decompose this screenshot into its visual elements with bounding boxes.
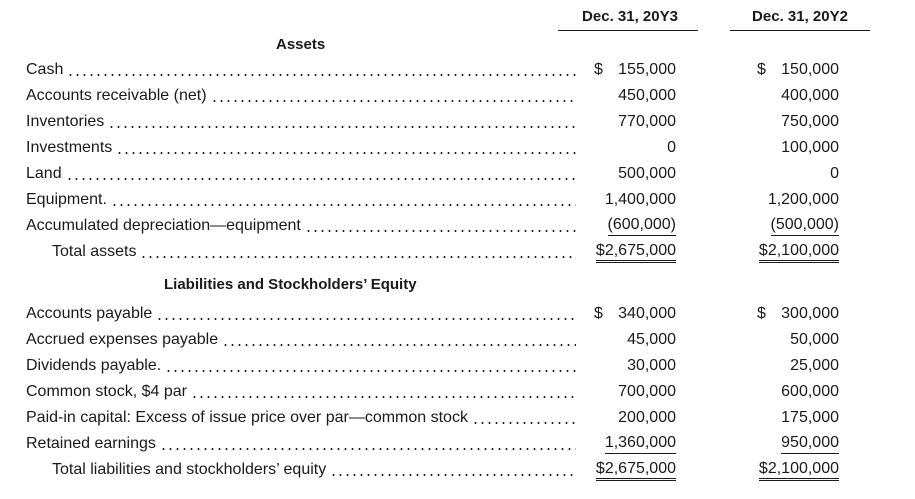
dot-leader — [160, 448, 576, 450]
row-label — [26, 302, 576, 326]
value-y3 — [566, 380, 676, 404]
column-header-rule — [558, 30, 698, 31]
value-number: 150,000 — [781, 61, 839, 78]
value-number: (600,000) — [608, 216, 677, 236]
column-header-20Y2: Dec. 31, 20Y2 — [752, 8, 848, 25]
value-y2 — [729, 136, 839, 160]
dot-leader — [472, 422, 576, 424]
value-y2 — [729, 302, 839, 326]
value-y2 — [729, 214, 839, 238]
column-header-20Y3: Dec. 31, 20Y3 — [582, 8, 678, 25]
table-row — [26, 58, 906, 82]
row-label — [26, 328, 576, 352]
table-row — [26, 406, 906, 430]
value-y2 — [729, 432, 839, 456]
value-y3 — [566, 110, 676, 134]
value-number: 450,000 — [618, 87, 676, 104]
value-number: 25,000 — [790, 357, 839, 374]
table-row — [26, 458, 906, 482]
dot-leader — [66, 178, 576, 180]
row-label-text: Accrued expenses payable — [26, 331, 219, 348]
value-y3 — [566, 188, 676, 212]
value-y3 — [566, 58, 676, 82]
table-row — [26, 380, 906, 404]
dot-leader — [222, 344, 576, 346]
row-label-text: Equipment. — [26, 191, 107, 208]
row-label-text: Common stock, $4 par — [26, 383, 187, 400]
value-number: 950,000 — [781, 434, 839, 454]
value-number: 340,000 — [618, 305, 676, 322]
value-number: 750,000 — [781, 113, 839, 130]
value-number: 1,360,000 — [605, 434, 676, 454]
row-label — [26, 136, 576, 160]
table-row — [26, 84, 906, 108]
table-row — [26, 136, 906, 160]
value-number: (500,000) — [771, 216, 840, 236]
row-label — [26, 240, 576, 264]
row-label-text: Investments — [26, 139, 113, 156]
row-label — [26, 58, 576, 82]
row-label-text: Accounts payable — [26, 305, 153, 322]
table-row — [26, 302, 906, 326]
dot-leader — [165, 370, 576, 372]
dot-leader — [116, 152, 576, 154]
value-y2 — [729, 84, 839, 108]
value-y2 — [729, 58, 839, 82]
table-row — [26, 214, 906, 238]
section-title-assets: Assets — [276, 36, 326, 53]
row-label — [26, 458, 576, 482]
value-number: 155,000 — [618, 61, 676, 78]
row-label-text: Total liabilities and stockholders’ equity — [52, 461, 327, 478]
column-header-rule — [730, 30, 870, 31]
value-number: $2,675,000 — [596, 242, 676, 263]
dot-leader — [108, 126, 576, 128]
dot-leader — [191, 396, 576, 398]
value-y2 — [729, 110, 839, 134]
table-row — [26, 188, 906, 212]
value-number: 100,000 — [781, 139, 839, 156]
value-y2 — [729, 328, 839, 352]
row-label — [26, 432, 576, 456]
value-y3 — [566, 214, 676, 238]
row-label-text: Inventories — [26, 113, 105, 130]
value-y2 — [729, 162, 839, 186]
value-y3 — [566, 84, 676, 108]
value-y3 — [566, 432, 676, 456]
value-y3 — [566, 302, 676, 326]
dot-leader — [67, 74, 576, 76]
section-title-liabilities-equity: Liabilities and Stockholders’ Equity — [164, 276, 417, 293]
dot-leader — [211, 100, 576, 102]
table-row — [26, 328, 906, 352]
currency-symbol: $ — [594, 305, 603, 322]
table-row — [26, 354, 906, 378]
value-y3 — [566, 162, 676, 186]
value-number: 45,000 — [627, 331, 676, 348]
row-label-text: Retained earnings — [26, 435, 156, 452]
table-row — [26, 162, 906, 186]
value-number: 1,400,000 — [604, 191, 676, 208]
value-number: 700,000 — [618, 383, 676, 400]
value-number: 0 — [667, 139, 676, 156]
value-number: 50,000 — [790, 331, 839, 348]
value-number: 30,000 — [627, 357, 676, 374]
value-y3 — [566, 354, 676, 378]
value-y3 — [566, 136, 676, 160]
dot-leader — [330, 474, 576, 476]
value-number: $2,675,000 — [596, 460, 676, 481]
row-label-text: Paid-in capital: Excess of issue price over par—common stock — [26, 409, 468, 426]
value-y3 — [566, 458, 676, 482]
value-y3 — [566, 240, 676, 264]
value-y2 — [729, 458, 839, 482]
row-label — [26, 162, 576, 186]
row-label-text: Dividends payable. — [26, 357, 162, 374]
row-label — [26, 406, 576, 430]
value-number: 175,000 — [781, 409, 839, 426]
row-label — [26, 188, 576, 212]
value-number: 0 — [830, 165, 839, 182]
dot-leader — [305, 230, 576, 232]
row-label — [26, 380, 576, 404]
dot-leader — [140, 256, 576, 258]
value-y2 — [729, 240, 839, 264]
row-label — [26, 110, 576, 134]
value-number: 200,000 — [618, 409, 676, 426]
dot-leader — [156, 318, 576, 320]
currency-symbol: $ — [757, 305, 766, 322]
value-y2 — [729, 188, 839, 212]
value-y2 — [729, 380, 839, 404]
table-row — [26, 432, 906, 456]
currency-symbol: $ — [594, 61, 603, 78]
dot-leader — [111, 204, 576, 206]
value-y3 — [566, 328, 676, 352]
value-number: $2,100,000 — [759, 460, 839, 481]
row-label — [26, 84, 576, 108]
value-number: 1,200,000 — [767, 191, 839, 208]
row-label — [26, 214, 576, 238]
row-label-text: Cash — [26, 61, 64, 78]
value-number: 600,000 — [781, 383, 839, 400]
row-label — [26, 354, 576, 378]
value-y3 — [566, 406, 676, 430]
value-y2 — [729, 406, 839, 430]
value-number: 400,000 — [781, 87, 839, 104]
value-number: 500,000 — [618, 165, 676, 182]
table-row — [26, 240, 906, 264]
table-row — [26, 110, 906, 134]
value-number: $2,100,000 — [759, 242, 839, 263]
row-label-text: Accumulated depreciation—equipment — [26, 217, 301, 234]
currency-symbol: $ — [757, 61, 766, 78]
row-label-text: Land — [26, 165, 62, 182]
value-y2 — [729, 354, 839, 378]
value-number: 770,000 — [618, 113, 676, 130]
row-label-text: Accounts receivable (net) — [26, 87, 207, 104]
row-label-text: Total assets — [52, 243, 137, 260]
value-number: 300,000 — [781, 305, 839, 322]
